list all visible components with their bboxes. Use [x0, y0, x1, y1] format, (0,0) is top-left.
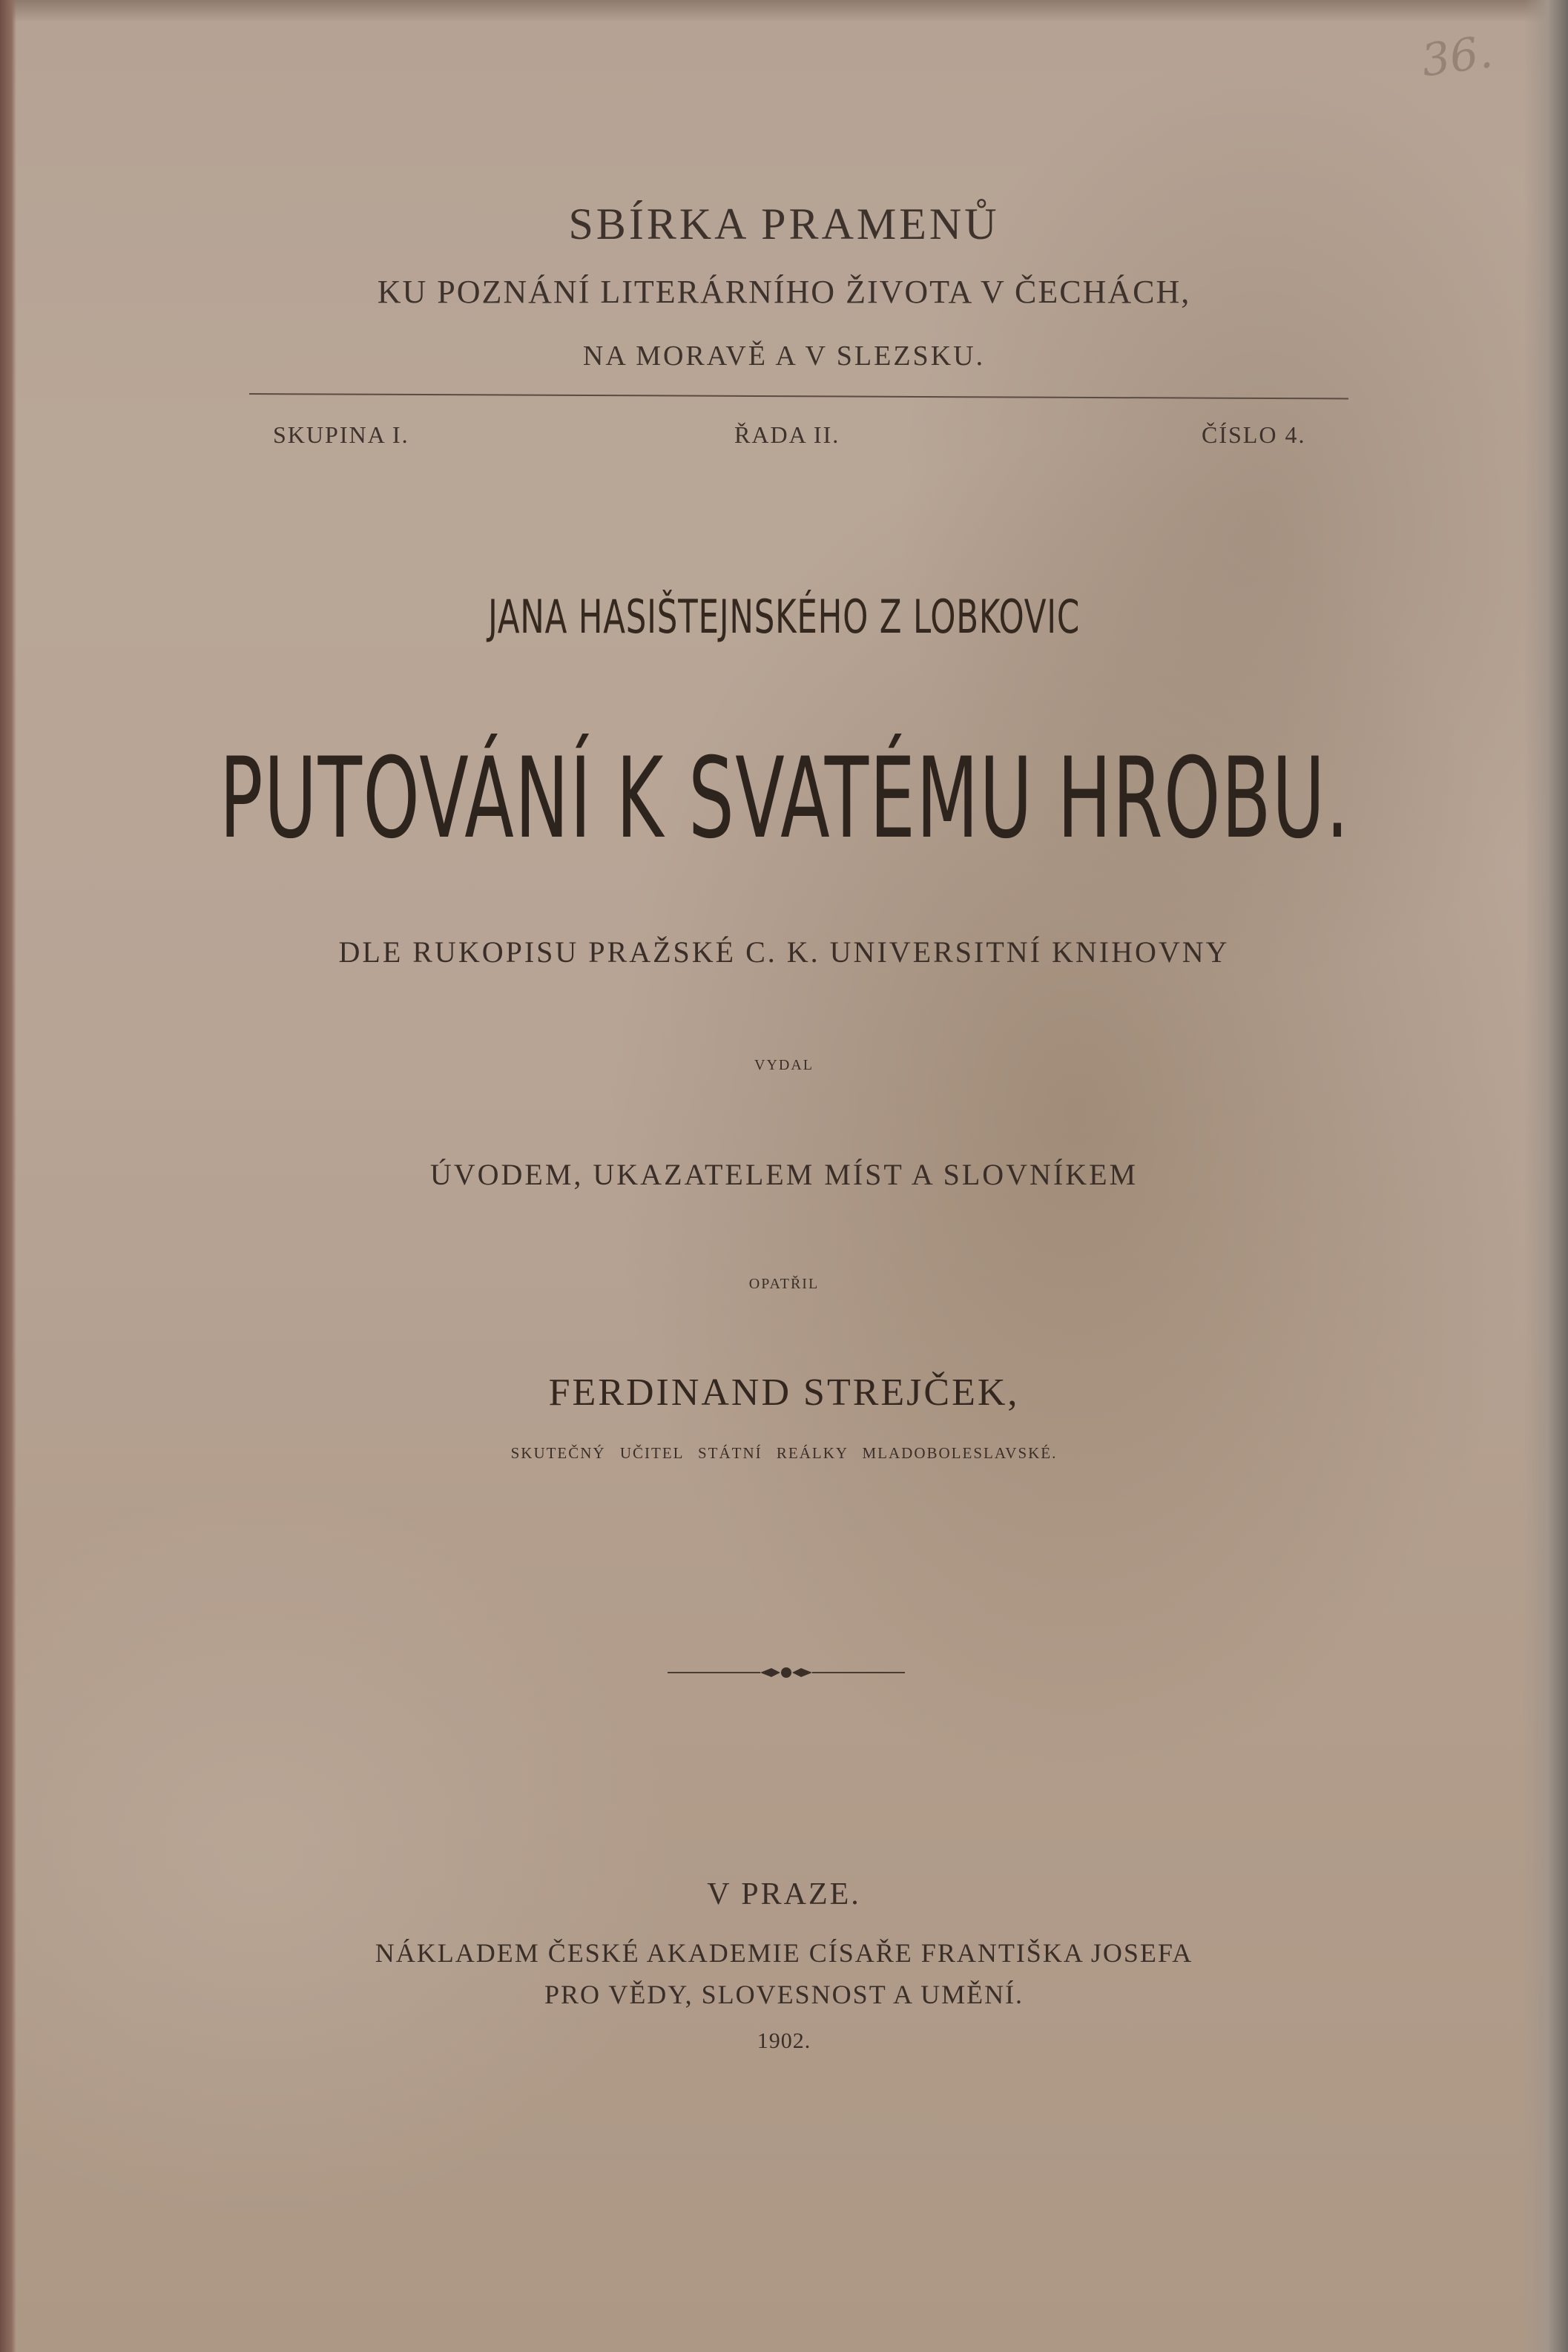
series-title: SBÍRKA PRAMENŮ	[568, 200, 1000, 248]
source-line: DLE RUKOPISU PRAŽSKÉ C. K. UNIVERSITNÍ KNIHOVNY	[338, 935, 1230, 969]
handwritten-mark: 36.	[1418, 25, 1496, 88]
ornament-divider	[668, 1661, 905, 1684]
imprint-publisher-line1: NÁKLADEM ČESKÉ AKADEMIE CÍSAŘE FRANTIŠKA JOSEFA	[375, 1938, 1193, 1968]
header-rule	[249, 393, 1348, 399]
series-subtitle-line1: KU POZNÁNÍ LITERÁRNÍHO ŽIVOTA V ČECHÁCH,	[377, 274, 1191, 310]
series-subtitle-line2: NA MORAVĚ A V SLEZSKU.	[582, 340, 986, 372]
author-line: JANA HASIŠTEJNSKÉHO Z LOBKOVIC	[487, 590, 1081, 644]
main-title: PUTOVÁNÍ K SVATÉMU HROBU.	[219, 734, 1350, 863]
paper-top-edge	[0, 0, 1568, 22]
editor-role: SKUTEČNÝ UČITEL STÁTNÍ REÁLKY MLADOBOLESLAVSKÉ.	[510, 1444, 1058, 1462]
series-row: ŘADA II.	[734, 421, 840, 448]
vydal-label: VYDAL	[754, 1057, 814, 1073]
editor-name: FERDINAND STREJČEK,	[548, 1371, 1020, 1414]
imprint-place: V PRAZE.	[707, 1877, 861, 1911]
series-number: ČÍSLO 4.	[1202, 421, 1306, 448]
series-group: SKUPINA I.	[273, 421, 409, 448]
opatril-label: OPATŘIL	[748, 1276, 820, 1292]
imprint-year: 1902.	[757, 2029, 811, 2053]
apparatus-line: ÚVODEM, UKAZATELEM MÍST A SLOVNÍKEM	[429, 1158, 1139, 1191]
imprint-publisher-line2: PRO VĚDY, SLOVESNOST A UMĚNÍ.	[544, 1980, 1024, 2009]
